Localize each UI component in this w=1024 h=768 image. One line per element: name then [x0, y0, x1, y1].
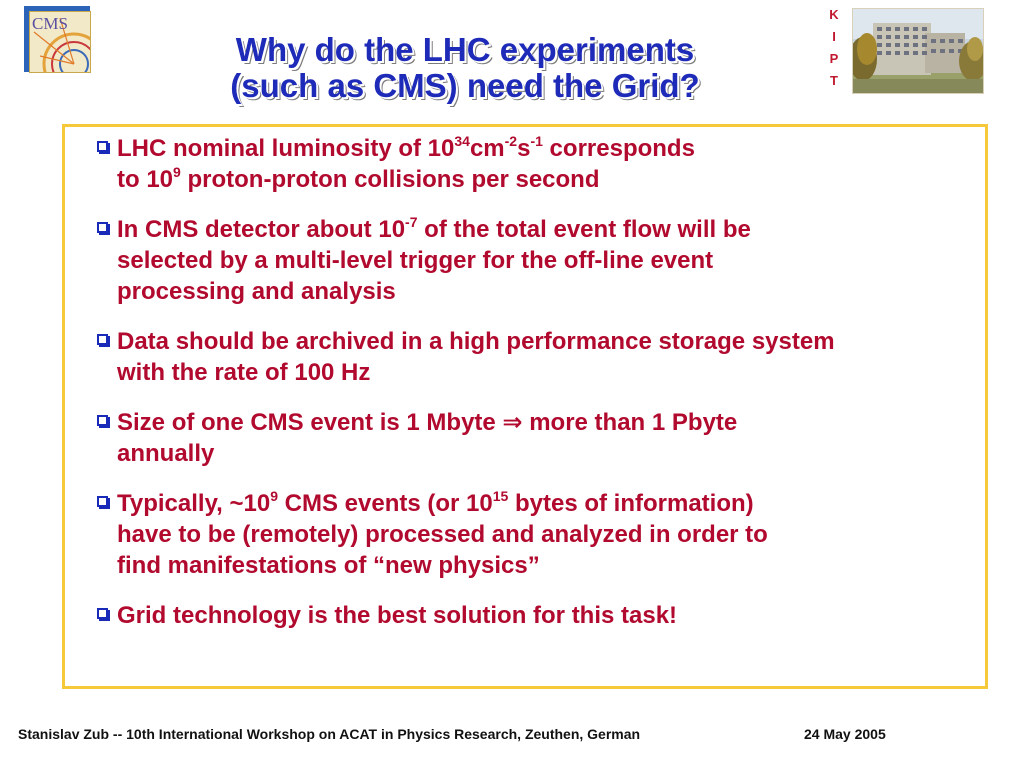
title-line-1: Why do the LHC experiments [235, 31, 695, 68]
bullet-text: In CMS detector about 10 [117, 216, 406, 243]
bullet-text: corresponds [542, 135, 695, 162]
checkbox-bullet-icon [97, 141, 108, 152]
superscript: 9 [270, 488, 278, 504]
bullet-list [97, 133, 997, 650]
bullet-text: Data should be archived in a high performance storage system [117, 328, 835, 355]
bullet-text: LHC nominal luminosity of 10 [117, 135, 455, 162]
bullet-line [117, 245, 997, 276]
bullet-line [117, 550, 997, 581]
kipt-letter: T [830, 73, 838, 88]
bullet-text: Size of one CMS event is 1 Mbyte ⇒ more than 1 Pbyte [117, 409, 738, 436]
building-image [853, 9, 983, 93]
bullet-text: cm [469, 135, 505, 162]
superscript: 9 [173, 164, 181, 180]
bullet-item [97, 407, 997, 469]
bullet-item [97, 133, 997, 195]
bullet-text: Grid technology is the best solution for this task! [117, 602, 678, 629]
checkbox-bullet-icon [97, 415, 108, 426]
superscript: -1 [530, 133, 543, 149]
bullet-line [117, 488, 997, 519]
bullet-line [117, 600, 997, 631]
bullet-item [97, 326, 997, 388]
bullet-line [117, 164, 997, 195]
bullet-text: CMS events (or 10 [278, 490, 493, 517]
bullet-text: to 10 [117, 166, 174, 193]
bullet-text: with the rate of 100 Hz [117, 359, 371, 386]
bullet-item [97, 214, 997, 307]
checkbox-bullet-icon [97, 608, 108, 619]
bullet-line [117, 276, 997, 307]
bullet-text: find manifestations of “new physics” [117, 552, 540, 579]
superscript: -7 [405, 214, 418, 230]
kipt-letter: P [829, 51, 839, 66]
kipt-letter: I [832, 29, 836, 44]
bullet-text: proton-proton collisions per second [180, 166, 600, 193]
slide-title [110, 32, 820, 104]
title-line-2: (such as CMS) need the Grid? [230, 67, 700, 104]
footer-date: 24 May 2005 [804, 726, 886, 742]
cms-logo-text: CMS [32, 14, 68, 33]
bullet-text: of the total event flow will be [417, 216, 751, 243]
bullet-line [117, 133, 997, 164]
slide-footer [18, 726, 1008, 742]
bullet-text: selected by a multi-level trigger for the off-line event [117, 247, 714, 274]
bullet-text: bytes of information) [508, 490, 754, 517]
bullet-text: s [517, 135, 531, 162]
superscript: 15 [492, 488, 509, 504]
checkbox-bullet-icon [97, 496, 108, 507]
bullet-text: processing and analysis [117, 278, 396, 305]
bullet-line [117, 326, 997, 357]
bullet-text: annually [117, 440, 215, 467]
bullet-line [117, 438, 997, 469]
bullet-item [97, 600, 997, 631]
cms-logo [24, 6, 102, 78]
kipt-letter: K [829, 7, 839, 22]
bullet-text: have to be (remotely) processed and analyzed in order to [117, 521, 768, 548]
superscript: -2 [504, 133, 518, 149]
bullet-line [117, 214, 997, 245]
institute-building-photo [852, 8, 984, 94]
kipt-label [826, 4, 842, 92]
checkbox-bullet-icon [97, 222, 108, 233]
bullet-line [117, 407, 997, 438]
footer-citation: Stanislav Zub -- 10th International Workshop on ACAT in Physics Research, Zeuthen, German [18, 726, 641, 742]
bullet-item [97, 488, 997, 581]
checkbox-bullet-icon [97, 334, 108, 345]
bullet-text: Typically, ~10 [117, 490, 271, 517]
superscript: 34 [454, 133, 470, 149]
bullet-line [117, 519, 997, 550]
bullet-line [117, 357, 997, 388]
